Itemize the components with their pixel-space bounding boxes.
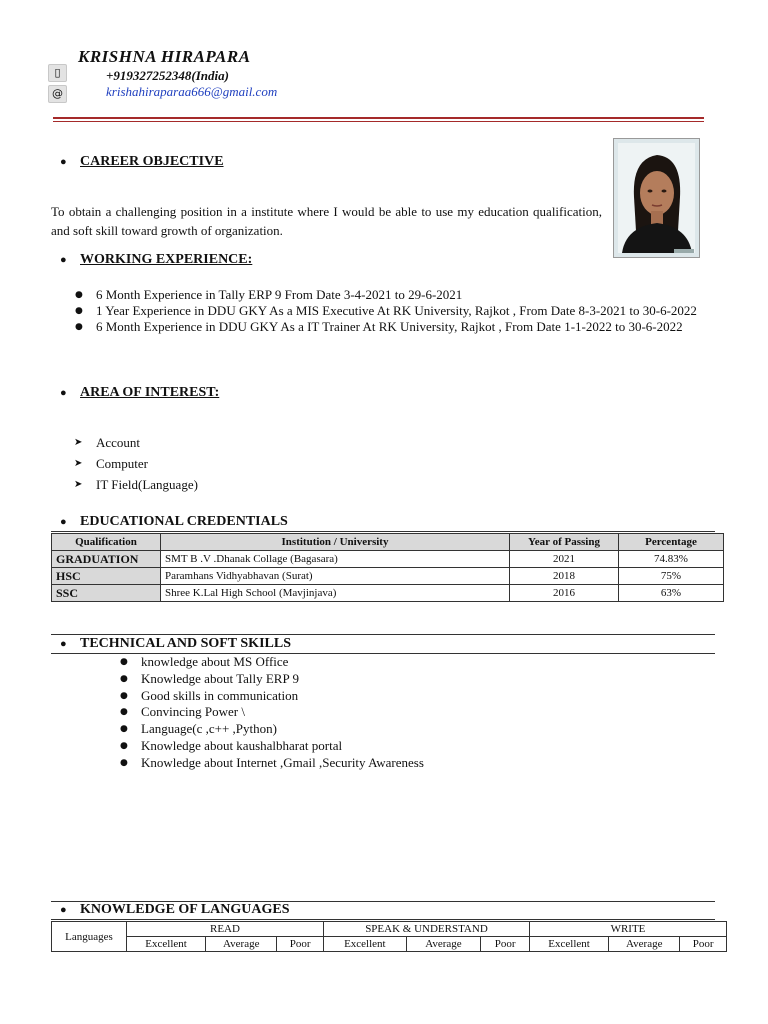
section-heading-experience: ● WORKING EXPERIENCE: bbox=[60, 252, 253, 267]
bullet-icon: ● bbox=[60, 254, 67, 266]
section-rule bbox=[51, 531, 715, 532]
list-item: ● Knowledge about Tally ERP 9 bbox=[115, 671, 615, 688]
list-item: ● Knowledge about Internet ,Gmail ,Security Awareness bbox=[115, 755, 615, 772]
level-header: Poor bbox=[481, 937, 530, 952]
table-header-row bbox=[52, 534, 724, 551]
table-cell: GRADUATION bbox=[52, 551, 161, 568]
table-cell: 2016 bbox=[510, 585, 619, 602]
level-header: Excellent bbox=[530, 937, 609, 952]
bullet-icon: ● bbox=[60, 156, 67, 168]
list-item: ● 6 Month Experience in Tally ERP 9 From Date 3-4-2021 to 29-6-2021 bbox=[70, 287, 710, 303]
table-row bbox=[52, 568, 724, 585]
bullet-icon: ● bbox=[60, 387, 67, 399]
column-header: Institution / University bbox=[161, 534, 510, 551]
section-heading-education: ● EDUCATIONAL CREDENTIALS bbox=[60, 514, 288, 529]
column-header: Percentage bbox=[619, 534, 724, 551]
section-heading-languages: ● KNOWLEDGE OF LANGUAGES bbox=[60, 902, 290, 917]
list-item: ● 1 Year Experience in DDU GKY As a MIS Executive At RK University, Rajkot , From Date 8-3-2021 to 30-6-2022 bbox=[70, 303, 710, 319]
table-cell: 63% bbox=[619, 585, 724, 602]
list-item: ➤ Computer bbox=[74, 453, 374, 474]
bullet-icon: ● bbox=[60, 904, 67, 916]
column-header: Year of Passing bbox=[510, 534, 619, 551]
list-item: ● Convincing Power \ bbox=[115, 704, 615, 721]
list-item: ● Knowledge about kaushalbharat portal bbox=[115, 738, 615, 755]
level-header: Excellent bbox=[127, 937, 206, 952]
bullet-icon: ● bbox=[60, 516, 67, 528]
table-cell: Paramhans Vidhyabhavan (Surat) bbox=[161, 568, 510, 585]
table-cell: Shree K.Lal High School (Mavjinjava) bbox=[161, 585, 510, 602]
list-item: ● knowledge about MS Office bbox=[115, 654, 615, 671]
education-table bbox=[51, 533, 724, 602]
table-cell: 2021 bbox=[510, 551, 619, 568]
table-row bbox=[52, 585, 724, 602]
section-heading-skills: ● TECHNICAL AND SOFT SKILLS bbox=[60, 636, 291, 651]
table-cell: 75% bbox=[619, 568, 724, 585]
section-rule bbox=[51, 634, 715, 635]
header-rule bbox=[53, 117, 704, 119]
level-header: Average bbox=[609, 937, 680, 952]
table-subheader-row bbox=[52, 937, 727, 952]
list-item: ➤ Account bbox=[74, 432, 374, 453]
header-rule-thin bbox=[53, 121, 704, 122]
section-rule bbox=[51, 919, 715, 920]
level-header: Poor bbox=[277, 937, 324, 952]
section-heading-interest: ● AREA OF INTEREST: bbox=[60, 385, 220, 400]
group-header-read: READ bbox=[127, 922, 324, 937]
list-item: ● Language(c ,c++ ,Python) bbox=[115, 721, 615, 738]
level-header: Poor bbox=[680, 937, 727, 952]
experience-list bbox=[70, 287, 710, 335]
group-header-speak: SPEAK & UNDERSTAND bbox=[323, 922, 529, 937]
profile-photo bbox=[613, 138, 700, 258]
group-header-write: WRITE bbox=[530, 922, 727, 937]
career-objective-text: To obtain a challenging position in a institute where I would be able to use my education qualification, and soft skill toward growth of organization. bbox=[51, 204, 602, 238]
table-cell: HSC bbox=[52, 568, 161, 585]
table-cell: SMT B .V .Dhanak Collage (Bagasara) bbox=[161, 551, 510, 568]
table-cell: 74.83% bbox=[619, 551, 724, 568]
languages-table bbox=[51, 921, 727, 952]
table-cell: SSC bbox=[52, 585, 161, 602]
column-header: Qualification bbox=[52, 534, 161, 551]
table-header-row bbox=[52, 922, 727, 937]
level-header: Excellent bbox=[323, 937, 406, 952]
phone-icon: ▯ bbox=[48, 64, 67, 82]
list-item: ➤ IT Field(Language) bbox=[74, 474, 374, 495]
at-icon: @ bbox=[48, 85, 67, 103]
level-header: Average bbox=[206, 937, 277, 952]
bullet-icon: ● bbox=[60, 638, 67, 650]
table-cell: 2018 bbox=[510, 568, 619, 585]
interest-list bbox=[74, 432, 374, 495]
section-heading-career: ● CAREER OBJECTIVE bbox=[60, 154, 224, 169]
level-header: Average bbox=[406, 937, 480, 952]
email-link[interactable]: krishahiraparaa666@gmail.com bbox=[106, 84, 278, 99]
list-item: ● Good skills in communication bbox=[115, 688, 615, 705]
row-label: Languages bbox=[52, 922, 127, 952]
candidate-name: KRISHNA HIRAPARA bbox=[78, 47, 251, 66]
table-row bbox=[52, 551, 724, 568]
skills-list bbox=[115, 654, 615, 772]
list-item: ● 6 Month Experience in DDU GKY As a IT Trainer At RK University, Rajkot , From Date 1-1-2022 to 30-6-2022 bbox=[70, 319, 710, 335]
phone-number: +919327252348(India) bbox=[106, 68, 229, 83]
